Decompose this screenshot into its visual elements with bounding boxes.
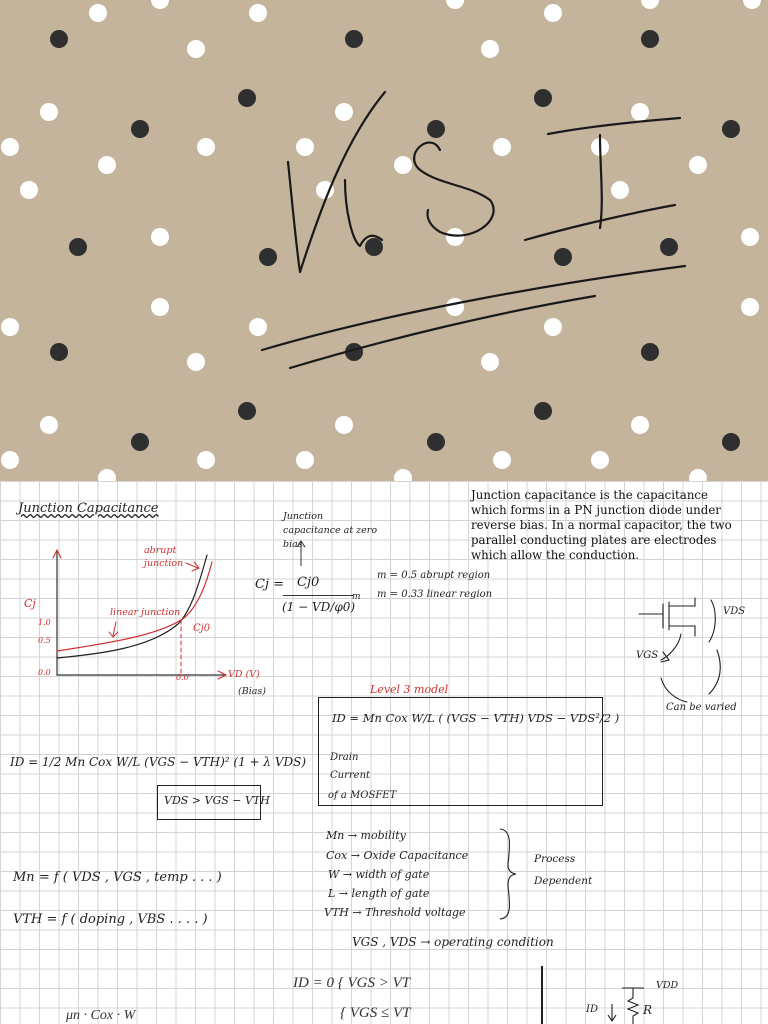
mn-dependence: Mn = f ( VDS , VGS , temp . . . ): [13, 870, 222, 885]
cj-fraction-bar: [283, 595, 353, 596]
x-tick-label: 0.0: [176, 673, 189, 682]
cutoff-formula: ID = 0 { VGS > VT: [293, 975, 411, 991]
drain-current-line-2: Current: [330, 770, 371, 781]
vlsi-title-strokes: [262, 92, 685, 368]
zero-bias-note: Junction capacitance at zero bias.: [283, 511, 378, 550]
vdd-label: VDD: [656, 980, 679, 991]
operating-condition: VGS , VDS → operating condition: [352, 935, 554, 949]
id-current-label: ID: [586, 1004, 598, 1015]
bias-label: (Bias): [238, 686, 266, 697]
x-axis-label: VD (V): [228, 669, 260, 680]
m-value-linear: m = 0.33 linear region: [377, 589, 493, 600]
process-label: Process: [534, 853, 576, 865]
id-saturation-formula: ID = 1/2 Mn Cox W/L (VGS − VTH)² (1 + λ VDS): [10, 755, 307, 769]
linear-arrow: [109, 622, 118, 637]
vth-dependence: VTH = f ( doping , VBS . . . . ): [13, 912, 208, 927]
y-tick-1: 1.0: [38, 618, 51, 627]
cj0-graph-label: Cj0: [193, 623, 211, 634]
linear-junction-label: linear junction: [110, 607, 181, 618]
polka-dot-pattern: [0, 0, 768, 481]
cj-axis-label: Cj: [24, 597, 36, 610]
level3-formula: ID = Mn Cox W/L ( (VGS − VTH) VDS − VDS²/2 ): [332, 711, 620, 725]
resistor-sketch: [600, 980, 660, 1024]
m-value-abrupt: m = 0.5 abrupt region: [377, 570, 491, 581]
definition-cox: Cox → Oxide Capacitance: [326, 849, 469, 862]
definitions-brace: [496, 826, 520, 922]
cj-formula-denominator: (1 − VD/φ0): [282, 600, 356, 614]
drain-current-line-1: Drain: [330, 752, 359, 763]
dependent-label: Dependent: [534, 875, 593, 887]
condition-text: VDS > VGS − VTH: [164, 794, 270, 807]
cj-exponent: m: [352, 592, 361, 602]
cj-formula-numerator: Cj0: [297, 575, 320, 590]
definition-width: W → width of gate: [328, 868, 430, 881]
notebook-cover: [0, 0, 768, 481]
definition-mobility: Mn → mobility: [326, 829, 406, 842]
cj-formula-lhs: Cj =: [255, 577, 285, 592]
bottom-partial-formula: μn · Cox · W: [66, 1008, 136, 1023]
junction-capacitance-description: Junction capacitance is the capacitance which forms in a PN junction diode under reverse bias. In a normal capacitor, the two parallel conducting plates are electrodes which allow the conduction.: [471, 488, 732, 562]
vgs-label: VGS: [636, 650, 659, 661]
cutoff-formula-2: { VGS ≤ VT: [340, 1005, 411, 1021]
notes-heading: Junction Capacitance: [18, 501, 159, 516]
vds-label: VDS: [723, 606, 746, 617]
r-label: R: [643, 1003, 653, 1017]
definition-vth: VTH → Threshold voltage: [324, 906, 466, 919]
y-tick-05: 0.5: [38, 636, 51, 645]
level3-title: Level 3 model: [370, 683, 449, 696]
drain-current-line-3: of a MOSFET: [328, 790, 397, 801]
can-be-varied-label: Can be varied: [666, 702, 737, 713]
zero-bias-arrow: [294, 538, 308, 568]
y-tick-0: 0.0: [38, 668, 51, 677]
definition-length: L → length of gate: [328, 887, 430, 900]
divider-line: [541, 966, 543, 1024]
abrupt-junction-label: abrupt junction: [144, 545, 184, 569]
